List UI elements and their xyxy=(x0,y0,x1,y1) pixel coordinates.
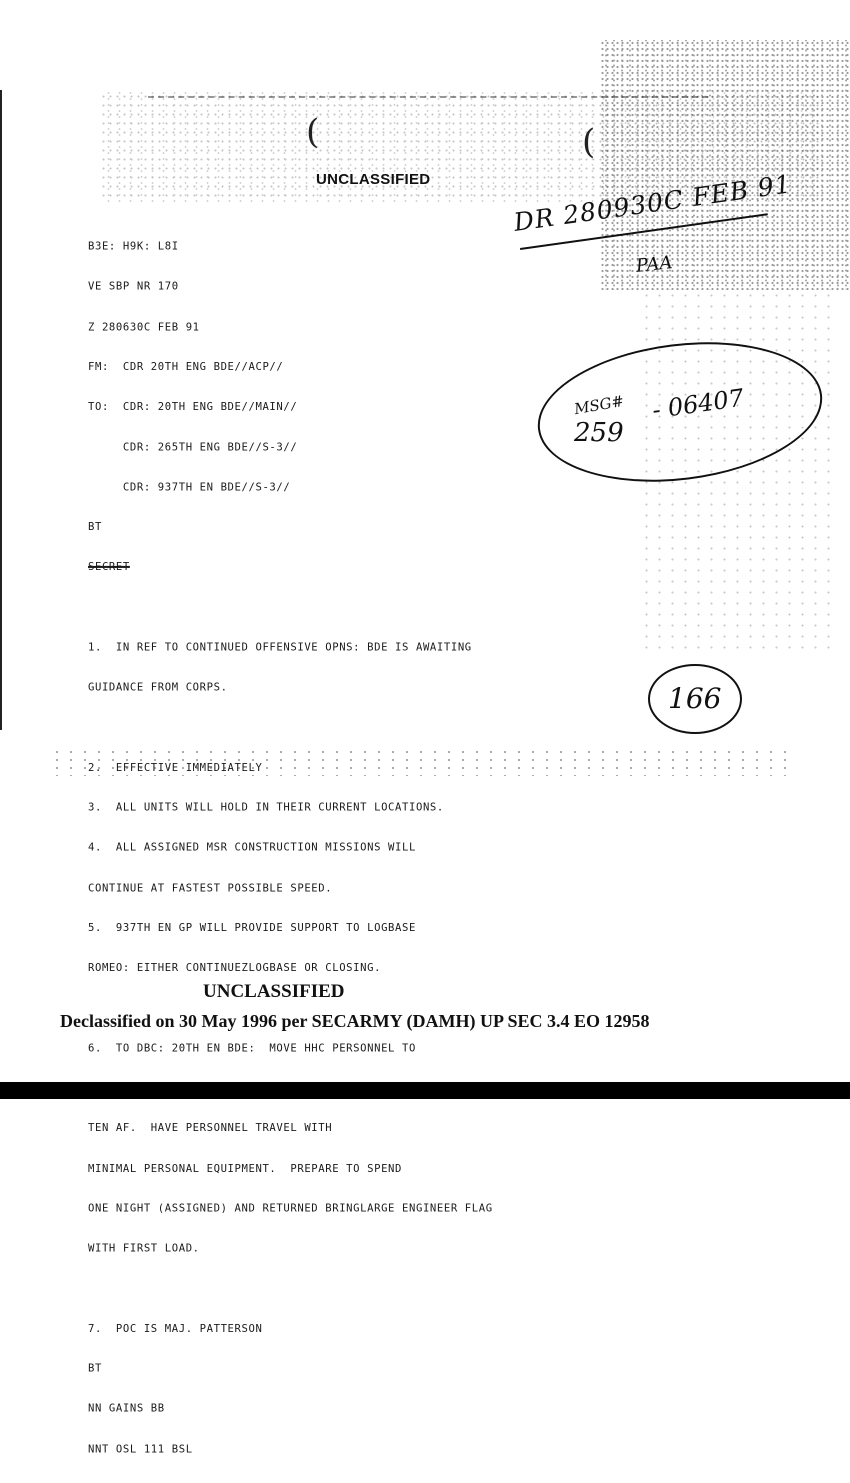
message-line-blank xyxy=(88,601,493,614)
message-body xyxy=(88,214,493,1483)
message-line: CONTINUE AT FASTEST POSSIBLE SPEED. xyxy=(88,881,333,895)
message-line: NN GAINS BB xyxy=(88,1402,165,1415)
message-line: TO: CDR: 20TH ENG BDE//MAIN// xyxy=(88,400,298,414)
punch-mark-right: ( xyxy=(582,122,596,162)
message-line: 1. IN REF TO CONTINUED OFFENSIVE OPNS: BDE IS AWAITING xyxy=(88,641,472,654)
handwritten-msg-code: - 06407 xyxy=(650,383,746,425)
handwritten-msg-label: MSG# xyxy=(572,391,626,419)
message-line: 3. ALL UNITS WILL HOLD IN THEIR CURRENT LOCATIONS. xyxy=(88,801,444,814)
message-line: FM: CDR 20TH ENG BDE//ACP// xyxy=(88,360,284,374)
message-line-blank xyxy=(88,1282,493,1295)
message-line: MINIMAL PERSONAL EQUIPMENT. PREPARE TO SPEND xyxy=(88,1162,403,1175)
message-line: 2. EFFECTIVE IMMEDIATELY xyxy=(88,761,263,774)
message-line: CDR: 937TH EN BDE//S-3// xyxy=(88,481,291,494)
message-line: BT xyxy=(88,1362,102,1375)
struck-classification-line: SECRET xyxy=(88,561,130,574)
footer-declassification: Declassified on 30 May 1996 per SECARMY (DAMH) UP SEC 3.4 EO 12958 xyxy=(60,1011,650,1031)
punch-mark-left: ( xyxy=(306,112,320,152)
handwritten-msg-number: 259 xyxy=(574,418,624,448)
message-line: ROMEO: EITHER CONTINUEZLOGBASE OR CLOSING. xyxy=(88,961,382,975)
handwritten-page-number: 166 xyxy=(668,682,722,715)
message-line: TEN AF. HAVE PERSONNEL TRAVEL WITH xyxy=(88,1122,333,1135)
message-line: VE SBP NR 170 xyxy=(88,280,179,294)
handwritten-initials: PAA xyxy=(635,252,674,277)
scan-bottom-edge xyxy=(0,1082,850,1099)
message-line: CDR: 265TH ENG BDE//S-3// xyxy=(88,441,298,454)
message-line: ONE NIGHT (ASSIGNED) AND RETURNED BRINGLARGE ENGINEER FLAG xyxy=(88,1202,493,1215)
message-line: NNT OSL 111 BSL xyxy=(88,1442,193,1455)
message-line: 4. ALL ASSIGNED MSR CONSTRUCTION MISSIONS WILL xyxy=(88,841,416,854)
message-line: Z 280630C FEB 91 xyxy=(88,320,200,334)
handwritten-dtg-note: DR 280930C FEB 91 xyxy=(511,169,794,237)
message-line: BT xyxy=(88,521,102,534)
left-margin-rule xyxy=(0,90,2,730)
classification-header: UNCLASSIFIED xyxy=(316,171,431,188)
message-line: 6. TO DBC: 20TH EN BDE: MOVE HHC PERSONNEL TO xyxy=(88,1042,416,1055)
message-line: B3E: H9K: L8I xyxy=(88,240,179,253)
message-line: 5. 937TH EN GP WILL PROVIDE SUPPORT TO LOGBASE xyxy=(88,921,416,935)
message-line: WITH FIRST LOAD. xyxy=(88,1242,200,1255)
torn-top-line xyxy=(148,96,708,98)
message-line: GUIDANCE FROM CORPS. xyxy=(88,681,228,694)
message-line-blank xyxy=(88,722,493,735)
footer-classification: UNCLASSIFIED xyxy=(203,981,345,1002)
message-line: 7. POC IS MAJ. PATTERSON xyxy=(88,1322,263,1335)
scan-noise-top-right xyxy=(600,40,850,290)
